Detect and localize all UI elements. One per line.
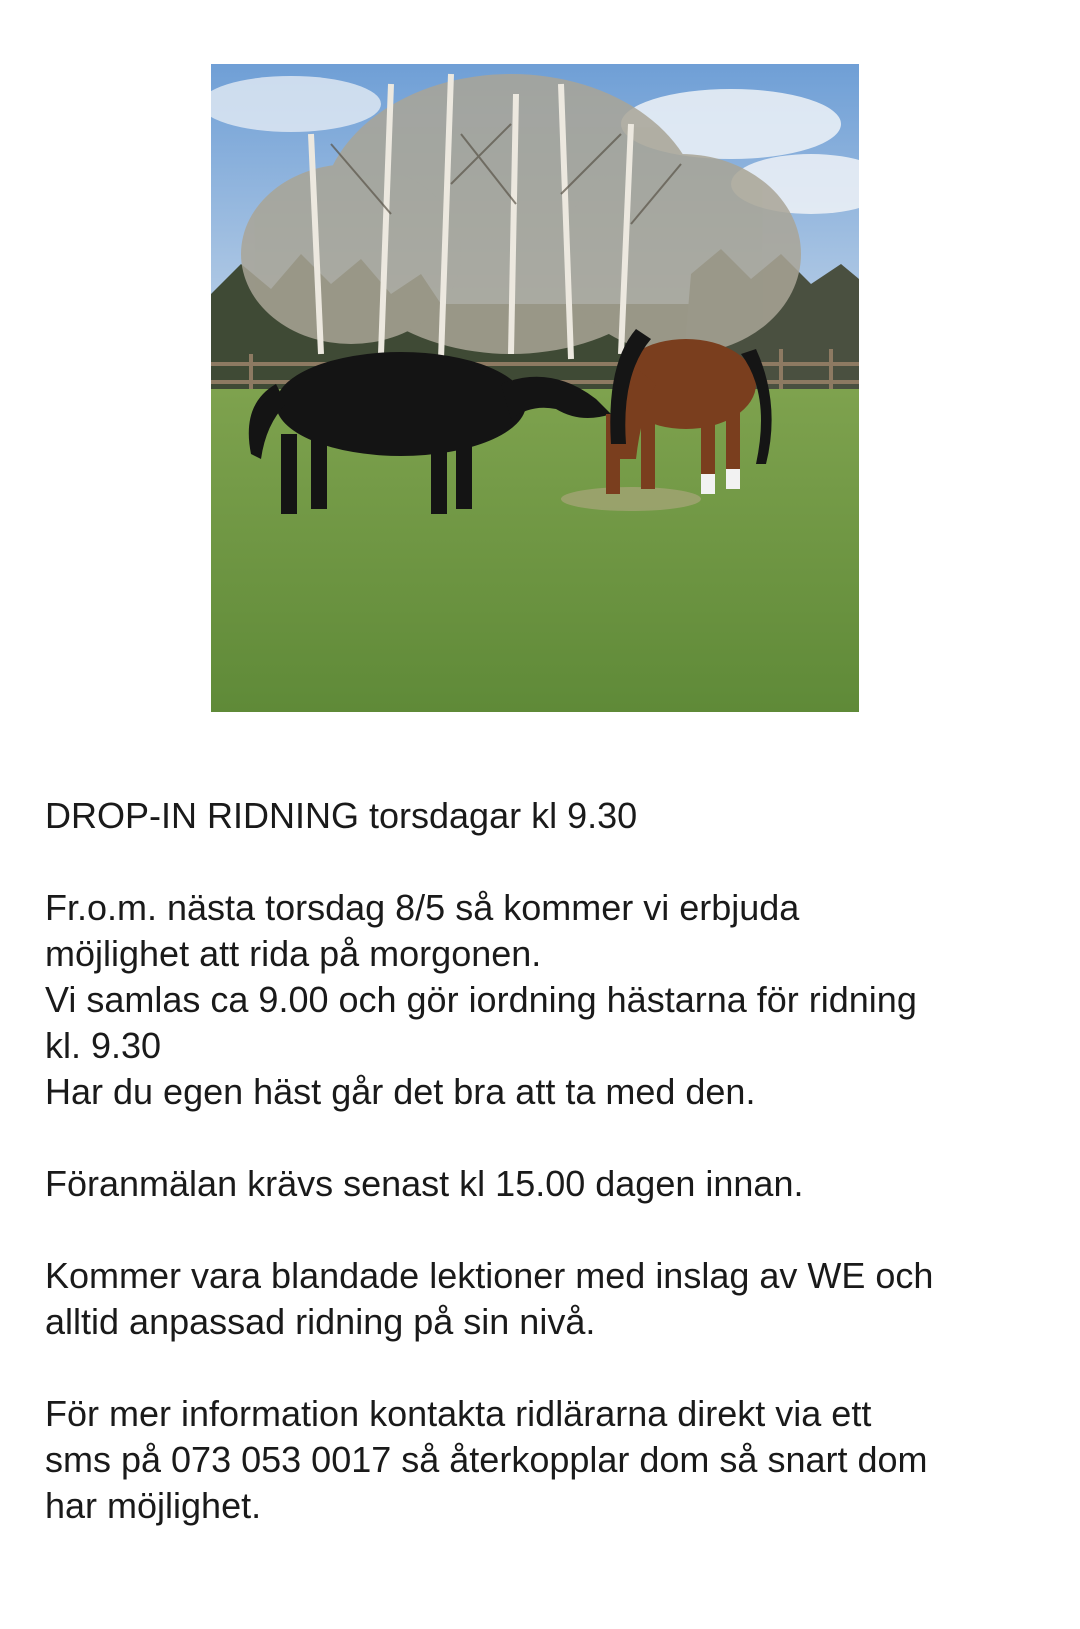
post-paragraph-contact: För mer information kontakta ridlärarna direkt via ett sms på 073 053 0017 så återkopplar dom så snart dom har möjlighet.: [45, 1393, 928, 1526]
post-paragraph-lessons: Kommer vara blandade lektioner med inslag av WE och alltid anpassad ridning på sin nivå.: [45, 1255, 934, 1342]
horses-photo-icon: [211, 64, 859, 712]
post-text: [45, 793, 1045, 1575]
post-headline: DROP-IN RIDNING torsdagar kl 9.30: [45, 795, 638, 836]
horses-photo: [211, 64, 859, 712]
post-paragraph-schedule: Fr.o.m. nästa torsdag 8/5 så kommer vi erbjuda möjlighet att rida på morgonen. Vi samlas ca 9.00 och gör iordning hästarna för ridning kl. 9.30 Har du egen häst går det bra att ta med den.: [45, 887, 917, 1112]
post-paragraph-registration: Föranmälan krävs senast kl 15.00 dagen innan.: [45, 1163, 804, 1204]
